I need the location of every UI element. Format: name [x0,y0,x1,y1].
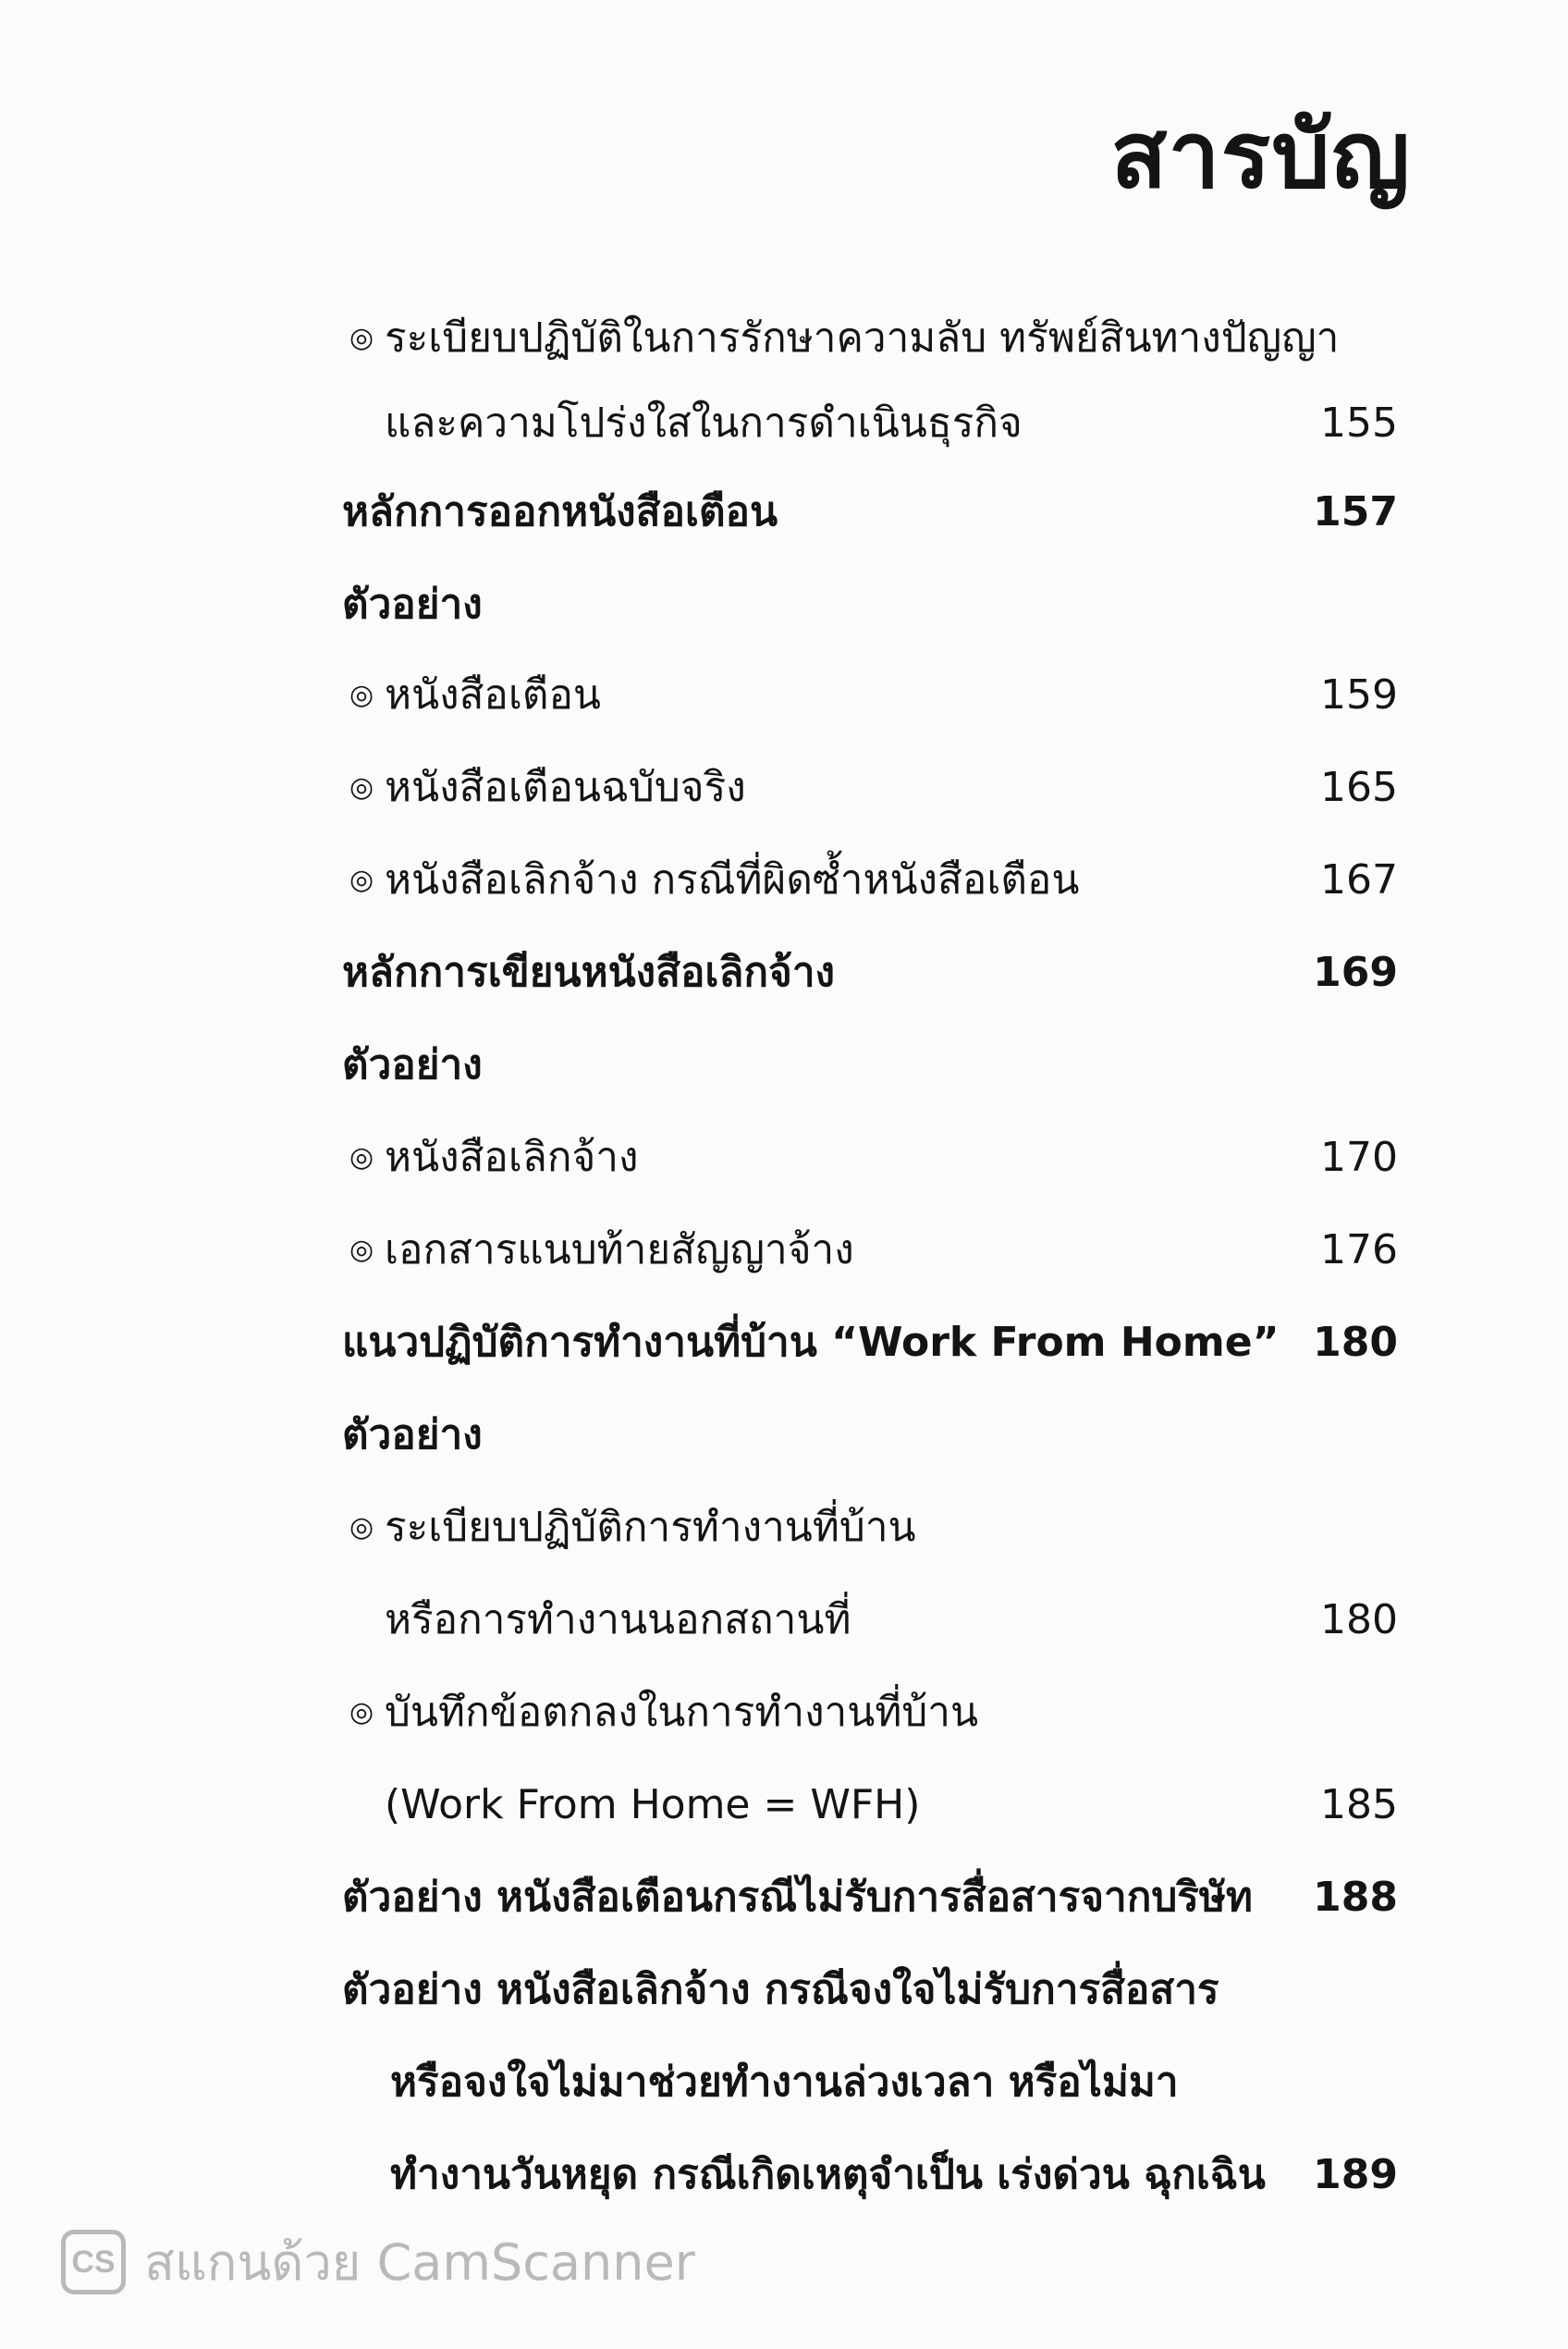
toc-entry-text: เอกสารแนบท้ายสัญญาจ้าง [385,1226,854,1273]
toc-entry [342,936,1398,1010]
toc-entry-text: หนังสือเตือนฉบับจริง [385,764,746,811]
toc-entry [342,475,1398,549]
toc-entry [342,1491,1398,1565]
toc-entry [342,2046,1398,2120]
bullet-icon: ◎ [349,1234,374,1266]
toc-entry [342,1583,1398,1657]
toc-entry-page: 165 [1320,764,1398,811]
toc-entry-text: ตัวอย่าง [342,581,483,628]
toc-entry [342,1398,1398,1472]
toc-entry-page: 176 [1320,1226,1398,1273]
toc-entry [342,658,1398,732]
toc-entry-text: ตัวอย่าง [342,1041,483,1088]
toc-entry [342,1861,1398,1935]
toc-entry-page: 169 [1313,949,1398,996]
toc-entry-page: 159 [1320,671,1398,719]
toc-entry-page: 180 [1313,1319,1398,1366]
toc-entry [342,1213,1398,1287]
toc-entry-page: 170 [1320,1134,1398,1181]
toc-entry [342,1306,1398,1380]
toc-entry [342,2138,1398,2212]
toc-entry [342,1768,1398,1842]
toc-entry-text: หนังสือเลิกจ้าง [385,1134,639,1181]
toc-entry-text: หรือการทำงานนอกสถานที่ [385,1596,851,1643]
toc-entry [342,1121,1398,1195]
toc-entry-text: ระเบียบปฏิบัติในการรักษาความลับ ทรัพย์สินทางปัญญา [385,314,1340,362]
camscanner-watermark [61,2225,695,2299]
toc-entry-text: ตัวอย่าง [342,1411,483,1458]
page-title: สารบัญ [1110,101,1411,209]
bullet-icon: ◎ [349,322,374,354]
toc-entry-text: แนวปฏิบัติการทำงานที่บ้าน “Work From Home” [342,1319,1280,1366]
toc-entry [342,1676,1398,1750]
toc-entry [342,751,1398,825]
toc-entry-page: 167 [1320,856,1398,904]
toc-entry-page: 180 [1320,1596,1398,1643]
bullet-icon: ◎ [349,1141,374,1174]
toc-entry-text: หลักการออกหนังสือเตือน [342,488,778,535]
bullet-icon: ◎ [349,771,374,804]
bullet-icon: ◎ [349,1696,374,1728]
toc-entry-page: 188 [1313,1874,1398,1921]
toc-entry-text: หลักการเขียนหนังสือเลิกจ้าง [342,949,836,996]
toc-entry-text: ตัวอย่าง หนังสือเตือนกรณีไม่รับการสื่อสารจากบริษัท [342,1874,1253,1921]
toc-entry [342,1953,1398,2027]
toc-entry [342,843,1398,917]
bullet-icon: ◎ [349,864,374,896]
watermark-text: สแกนด้วย CamScanner [144,2233,695,2292]
toc-entry-text: ทำงานวันหยุด กรณีเกิดเหตุจำเป็น เร่งด่วน ฉุกเฉิน [390,2151,1266,2198]
toc-entry-text: และความโปร่งใสในการดำเนินธุรกิจ [385,400,1023,447]
camscanner-logo-icon: CS [61,2230,126,2294]
toc-entry [342,1028,1398,1102]
toc-entry [342,301,1398,375]
toc-entry-page: 155 [1320,400,1398,447]
toc-entry [342,387,1398,461]
toc-entry-text: ระเบียบปฏิบัติการทำงานที่บ้าน [385,1504,916,1551]
toc-entry-text: หรือจงใจไม่มาช่วยทำงานล่วงเวลา หรือไม่มา [390,2059,1179,2106]
toc-entry-text: บันทึกข้อตกลงในการทำงานที่บ้าน [385,1689,979,1736]
toc-entry [342,568,1398,642]
bullet-icon: ◎ [349,679,374,711]
toc-entry-page: 189 [1313,2151,1398,2198]
toc-entry-text: (Work From Home = WFH) [385,1781,921,1828]
toc-entry-text: ตัวอย่าง หนังสือเลิกจ้าง กรณีจงใจไม่รับการสื่อสาร [342,1966,1219,2013]
bullet-icon: ◎ [349,1511,374,1543]
toc-entry-page: 157 [1313,488,1398,535]
toc-entry-text: หนังสือเตือน [385,671,601,719]
toc-entry-text: หนังสือเลิกจ้าง กรณีที่ผิดซ้ำหนังสือเตือน [385,856,1080,904]
toc-entry-page: 185 [1320,1781,1398,1828]
